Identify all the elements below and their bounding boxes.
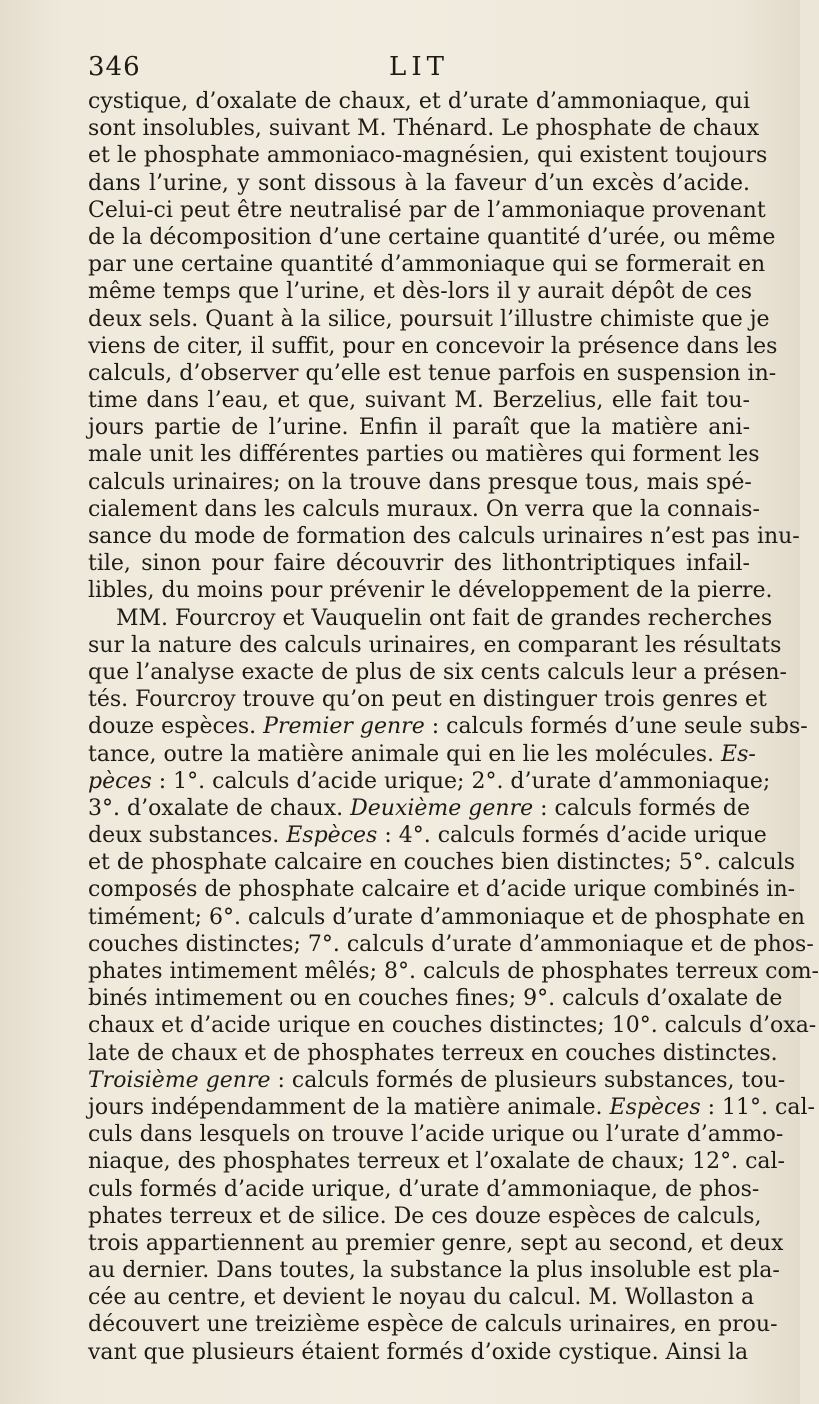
line-text: couches distinctes; 7°. calculs d’urate d’ammoniaque et de phos-: [88, 931, 814, 957]
text-line: [88, 768, 771, 795]
line-text: que l’analyse exacte de plus de six cents calculs leur a présen-: [88, 659, 787, 685]
line-text: et de phosphate calcaire en couches bien distinctes; 5°. calculs: [88, 850, 796, 876]
text-line: [88, 849, 796, 876]
italic-term: Espèces: [609, 1094, 701, 1120]
text-line: [88, 387, 750, 414]
text-line: [88, 876, 796, 903]
line-text: libles, du moins pour prévenir le développement de la pierre.: [88, 578, 773, 604]
text-line: [88, 142, 768, 169]
text-line: [88, 414, 750, 441]
text-line: [88, 1040, 778, 1067]
line-text: male unit les différentes parties ou matières qui forment les: [88, 442, 760, 468]
line-text: tance, outre la matière animale qui en lie les molécules.: [88, 741, 722, 767]
line-text: cystique, d’oxalate de chaux, et d’urate d’ammoniaque, qui: [88, 89, 750, 114]
line-text: calculs, d’observer qu’elle est tenue parfois en suspension in-: [88, 360, 777, 386]
line-text: : 4°. calculs formés d’acide urique: [377, 823, 767, 849]
line-text: timément; 6°. calculs d’urate d’ammoniaque et de phosphate en: [88, 904, 805, 930]
line-text: jours partie de l’urine. Enfin il paraît que la matière ani-: [88, 415, 750, 441]
italic-term: Premier genre: [263, 714, 425, 740]
line-text: Celui-ci peut être neutralisé par de l’ammoniaque provenant: [88, 197, 766, 223]
text-line: [88, 1067, 786, 1094]
text-line: [88, 931, 814, 958]
text-line: [88, 441, 760, 468]
italic-term: Espèces: [286, 823, 378, 849]
text-line: [88, 224, 776, 251]
line-text: dans l’urine, y sont dissous à la faveur d’un excès d’acide.: [88, 170, 750, 196]
line-text: binés intimement ou en couches fines; 9°. calculs d’oxalate de: [88, 986, 783, 1012]
line-text: sont insolubles, suivant M. Thénard. Le phosphate de chaux: [88, 116, 760, 142]
line-text: time dans l’eau, et que, suivant M. Berzelius, elle fait tou-: [88, 388, 750, 414]
italic-term: Deuxième genre: [350, 795, 534, 821]
text-line: [88, 713, 808, 740]
text-line: [88, 306, 770, 333]
line-text: phates terreux et de silice. De ces douze espèces de calculs,: [88, 1203, 762, 1229]
text-line: [88, 1311, 778, 1338]
text-line: [88, 251, 766, 278]
line-text: composés de phosphate calcaire et d’acide urique combinés in-: [88, 877, 796, 903]
body-text: [88, 88, 819, 1366]
text-line: [88, 1148, 785, 1175]
line-text: chaux et d’acide urique en couches distinctes; 10°. calculs d’oxa-: [88, 1013, 817, 1039]
italic-term: pèces: [88, 768, 152, 794]
line-text: au dernier. Dans toutes, la substance la plus insoluble est pla-: [88, 1258, 780, 1284]
line-text: vant que plusieurs étaient formés d’oxide cystique. Ainsi la: [88, 1339, 749, 1365]
line-text: : calculs formés de: [533, 795, 750, 821]
line-text: : calculs formés d’une seule subs-: [424, 714, 808, 740]
text-line: [88, 333, 778, 360]
line-text: et le phosphate ammoniaco-magnésien, qui existent toujours: [88, 143, 768, 169]
running-head: LIT: [389, 52, 449, 82]
text-line: [88, 1284, 755, 1311]
line-text: deux sels. Quant à la silice, poursuit l’illustre chimiste que je: [88, 306, 770, 332]
page-number: 346: [88, 52, 141, 82]
text-line: [88, 278, 753, 305]
text-line: [88, 985, 783, 1012]
line-text: sur la nature des calculs urinaires, en comparant les résultats: [88, 632, 782, 658]
line-text: calculs urinaires; on la trouve dans presque tous, mais spé-: [88, 469, 752, 495]
text-line: [88, 686, 767, 713]
line-text: : 1°. calculs d’acide urique; 2°. d’urate d’ammoniaque;: [151, 768, 771, 794]
line-text: cée au centre, et devient le noyau du calcul. M. Wollaston a: [88, 1285, 755, 1311]
text-line: [88, 523, 800, 550]
line-text: tés. Fourcroy trouve qu’on peut en distinguer trois genres et: [88, 687, 767, 713]
line-text: phates intimement mêlés; 8°. calculs de phosphates terreux com-: [88, 959, 819, 984]
text-line: [88, 1339, 750, 1366]
line-text: même temps que l’urine, et dès-lors il y aurait dépôt de ces: [88, 279, 753, 305]
line-text: : calculs formés de plusieurs substances, tou-: [270, 1067, 786, 1093]
line-text: deux substances.: [88, 823, 287, 849]
line-text: douze espèces.: [88, 714, 264, 740]
text-line: [88, 1203, 762, 1230]
line-text: MM. Fourcroy et Vauquelin ont fait de grandes recherches: [116, 605, 773, 631]
text-line: [88, 659, 787, 686]
line-text: jours indépendamment de la matière animale.: [88, 1094, 610, 1120]
text-line: [88, 360, 777, 387]
text-line: [88, 822, 767, 849]
text-line: [88, 1121, 784, 1148]
text-line: [88, 197, 766, 224]
text-line: [88, 115, 760, 142]
line-text: tile, sinon pour faire découvrir des lithontriptiques infail-: [88, 551, 750, 577]
text-line: [88, 795, 750, 822]
line-text: viens de citer, il suffit, pour en concevoir la présence dans les: [88, 333, 778, 359]
text-line: [88, 496, 760, 523]
line-text: sance du mode de formation des calculs urinaires n’est pas inu-: [88, 524, 800, 549]
text-line: [88, 469, 750, 496]
line-text: de la décomposition d’une certaine quantité d’urée, ou même: [88, 224, 776, 250]
line-text: découvert une treizième espèce de calculs urinaires, en prou-: [88, 1312, 778, 1338]
text-line: [88, 1012, 817, 1039]
line-text: late de chaux et de phosphates terreux en couches distinctes.: [88, 1040, 778, 1066]
text-line: [88, 632, 782, 659]
line-text: culs dans lesquels on trouve l’acide urique ou l’urate d’ammo-: [88, 1122, 784, 1148]
page-header: [88, 52, 750, 92]
line-text: niaque, des phosphates terreux et l’oxalate de chaux; 12°. cal-: [88, 1149, 785, 1175]
text-line: [88, 741, 756, 768]
text-line: [88, 1094, 815, 1121]
italic-term: Es-: [721, 741, 756, 767]
line-text: cialement dans les calculs muraux. On verra que la connais-: [88, 496, 760, 522]
line-text: trois appartiennent au premier genre, sept au second, et deux: [88, 1230, 784, 1256]
text-line: [88, 958, 819, 985]
text-line: [88, 88, 750, 115]
italic-term: Troisième genre: [88, 1067, 271, 1093]
line-text: culs formés d’acide urique, d’urate d’ammoniaque, de phos-: [88, 1176, 760, 1202]
text-line: [88, 577, 773, 604]
text-line: [88, 170, 750, 197]
line-text: : 11°. cal-: [700, 1094, 815, 1120]
line-text: par une certaine quantité d’ammoniaque qui se formerait en: [88, 252, 766, 278]
text-line: [88, 904, 805, 931]
text-line: [88, 1176, 760, 1203]
text-line: [88, 605, 773, 632]
text-line: [88, 1230, 784, 1257]
text-line: [88, 550, 750, 577]
line-text: 3°. d’oxalate de chaux.: [88, 795, 351, 821]
text-line: [88, 1257, 780, 1284]
